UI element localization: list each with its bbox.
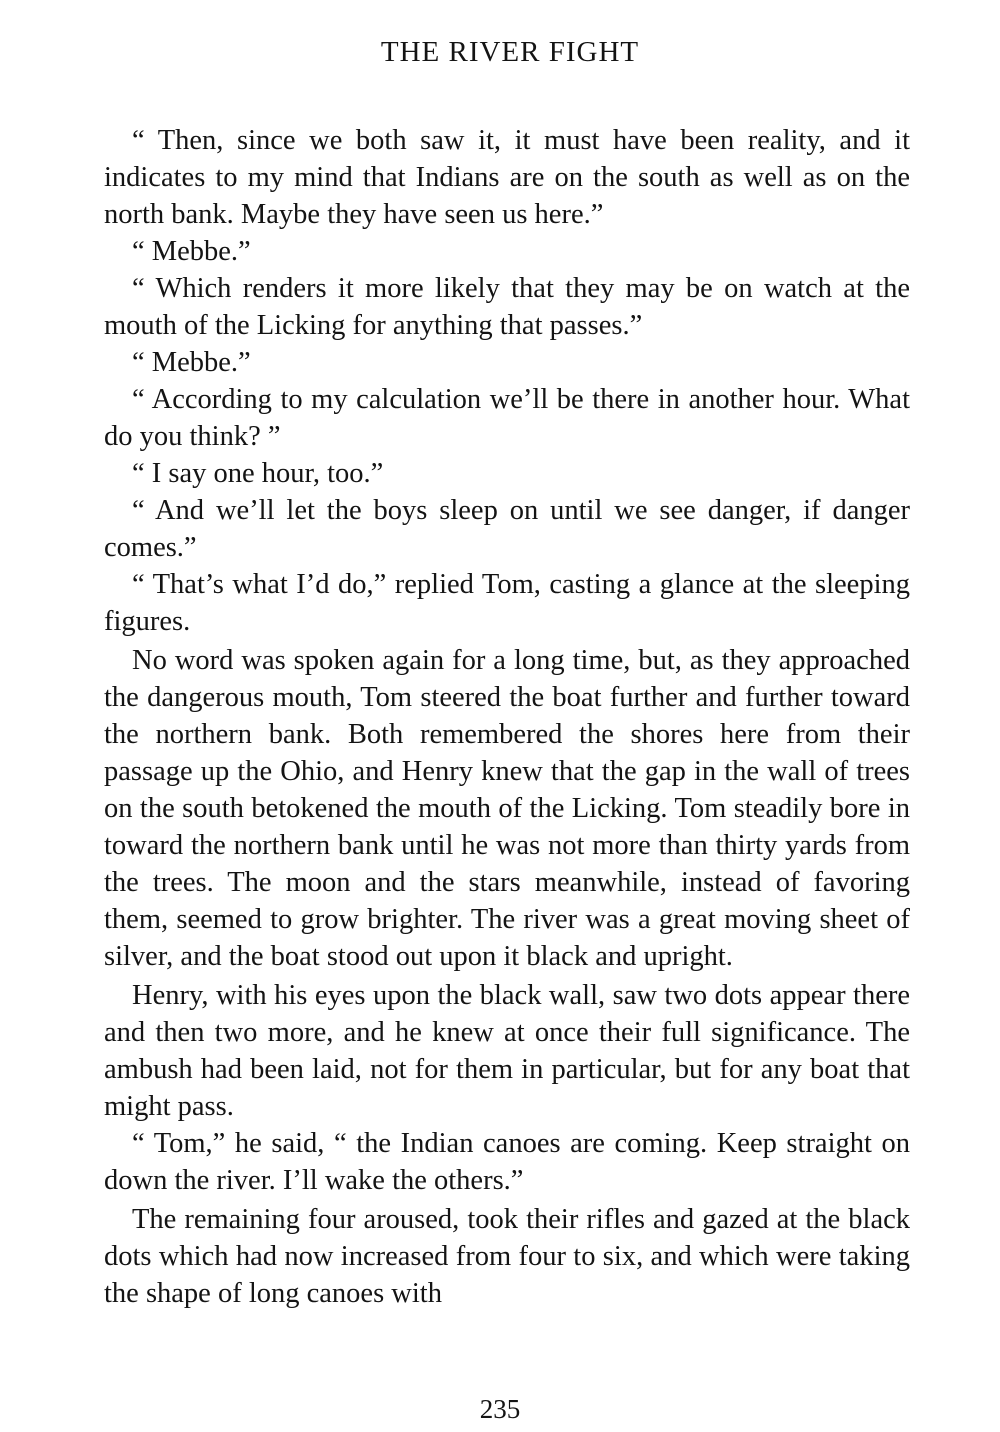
book-page [104,30,910,1312]
paragraph: No word was spoken again for a long time, but, as they approached the dangerous mouth, Tom steered the boat further and further toward the northern bank. Both remembered the shores here from their passage up the Ohio, and Henry knew that the gap in the wall of trees on the south betokened the mouth of the Licking. Tom steadily bore in toward the northern bank until he was not more than thirty yards from the trees. The moon and the stars meanwhile, instead of favoring them, seemed to grow brighter. The river was a great moving sheet of silver, and the boat stood out upon it black and upright. [104,645,910,972]
body-text [104,122,910,1312]
paragraph: “ Tom,” he said, “ the Indian canoes are coming. Keep straight on down the river. I’ll wake the others.” [104,1128,910,1196]
paragraph: The remaining four aroused, took their rifles and gazed at the black dots which had now increased from four to six, and which were taking the shape of long canoes with [104,1204,910,1309]
paragraph: “ That’s what I’d do,” replied Tom, casting a glance at the sleeping figures. [104,569,910,637]
running-header: THE RIVER FIGHT [380,36,640,68]
paragraph: Henry, with his eyes upon the black wall, saw two dots appear there and then two more, and he knew at once their full significance. The ambush had been laid, not for them in particular, but for any boat that might pass. [104,980,910,1122]
paragraph: “ Mebbe.” [132,236,251,267]
paragraph: “ And we’ll let the boys sleep on until we see danger, if danger comes.” [104,495,910,563]
paragraph: “ Which renders it more likely that they may be on watch at the mouth of the Licking for anything that passes.” [104,273,910,341]
paragraph: “ Then, since we both saw it, it must have been reality, and it indicates to my mind that Indians are on the south as well as on the north bank. Maybe they have seen us here.” [104,125,910,230]
page-number: 235 [479,1394,521,1424]
paragraph: “ I say one hour, too.” [132,458,384,489]
paragraph: “ Mebbe.” [132,347,251,378]
paragraph: “ According to my calculation we’ll be there in another hour. What do you think? ” [104,384,910,452]
